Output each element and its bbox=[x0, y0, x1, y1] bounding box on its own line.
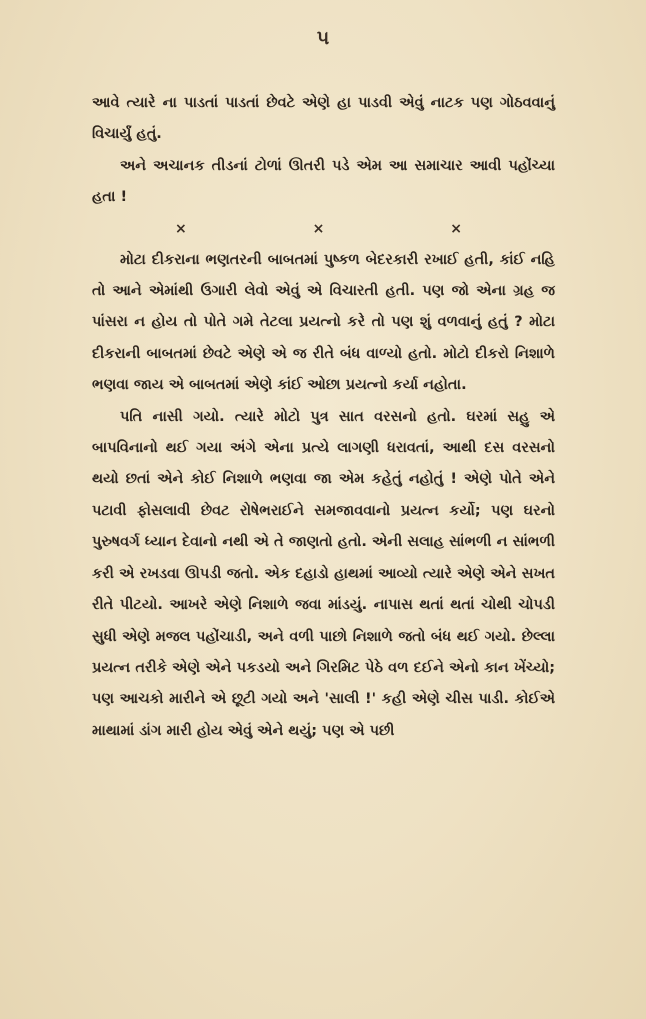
section-separator bbox=[92, 214, 555, 245]
body-text bbox=[92, 88, 555, 747]
separator-mark: × bbox=[312, 220, 325, 237]
paragraph: પતિ નાસી ગયો. ત્યારે મોટો પુત્ર સાત વરસનો હતો. ઘરમાં સહુ એ બાપવિનાનો થઈ ગયા અંગે એના પ્રત્યે લાગણી ધરાવતાં, આથી દસ વરસનો થયો છતાં એને કોઈ નિશાળે ભણવા જા એમ કહેતું નહોતું ! એણે પોતે એને પટાવી ફોસલાવી છેવટ રોષેભરાઈને સમજાવવાનો પ્રયત્ન કર્યો; પણ ઘરનો પુરુષવર્ગ ધ્યાન દેવાનો નથી એ તે જાણતો હતો. એની સલાહ સાંભળી ન સાંભળી કરી એ રખડવા ઊપડી જતો. એક દહાડો હાથમાં આવ્યો ત્યારે એણે એને સખત રીતે પીટયો. આખરે એણે નિશાળે જવા માંડયું. નાપાસ થતાં થતાં ચોથી ચોપડી સુધી એણે મજલ પહોંચાડી, અને વળી પાછો નિશાળે જતો બંધ થઈ ગયો. છેલ્લા પ્રયત્ન તરીકે એણે એને પકડયો અને ગિરમિટ પેઠે વળ દઈને એનો કાન ખેંચ્યો; પણ આચકો મારીને એ છૂટી ગયો અને 'સાલી !' કહી એણે ચીસ પાડી. કોઈએ માથામાં ડાંગ મારી હોય એવું એને થયું; પણ એ પછી bbox=[92, 408, 555, 739]
paragraph: અને અચાનક તીડનાં ટોળાં ઊતરી પડે એમ આ સમાચાર આવી પહોંચ્યા હતા ! bbox=[92, 157, 555, 206]
paragraph: મોટા દીકરાના ભણતરની બાબતમાં પુષ્કળ બેદરકારી રખાઈ હતી, કાંઈ નહિ તો આને એમાંથી ઉગારી લેવો એવું એ વિચારતી હતી. પણ જો એના ગ્રહ જ પાંસરા ન હોય તો પોતે ગમે તેટલા પ્રયત્નો કરે તો પણ શું વળવાનું હતું ? મોટા દીકરાની બાબતમાં છેવટે એણે એ જ રીતે બંધ વાળ્યો હતો. મોટો દીકરો નિશાળે ભણવા જાય એ બાબતમાં એણે કાંઈ ઓછા પ્રયત્નો કર્યા નહોતા. bbox=[92, 251, 555, 394]
page-number: ૫ bbox=[316, 27, 330, 49]
separator-mark: × bbox=[174, 220, 187, 237]
separator-mark: × bbox=[450, 220, 462, 237]
paragraph: આવે ત્યારે ના પાડતાં પાડતાં છેવટે એણે હા પાડવી એવું નાટક પણ ગોઠવવાનું વિચાર્યું હતું. bbox=[92, 95, 555, 143]
